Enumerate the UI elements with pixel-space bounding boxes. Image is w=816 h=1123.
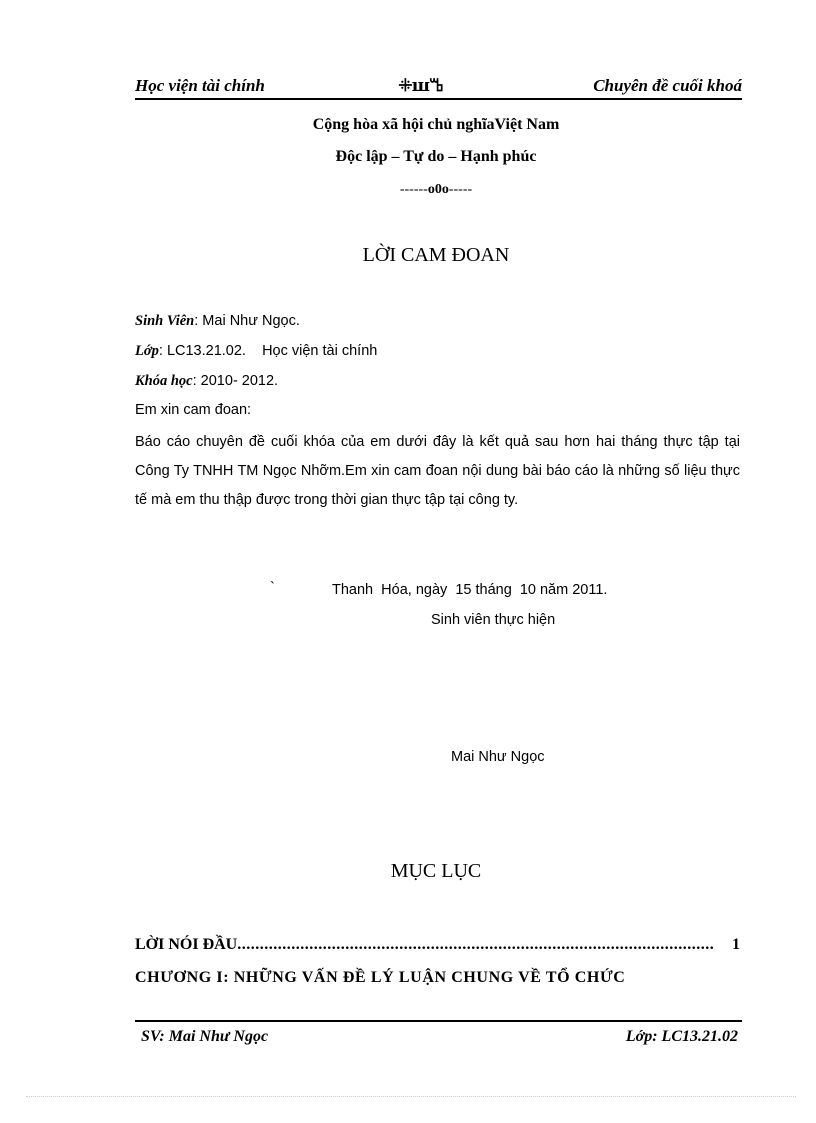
student-label: Sinh Viên [135,313,195,329]
toc-title: MỤC LỤC [390,860,482,882]
toc-entry-label: LỜI NÓI ĐẦU [135,936,238,953]
course-label: Khóa học [135,373,193,389]
pledge-intro: Em xin cam đoan: [135,402,252,418]
class-line [135,343,377,360]
place-date: Thanh Hóa, ngày 15 tháng 10 năm 2011. [332,582,608,598]
page-title: LỜI CAM ĐOAN [362,244,510,266]
pledge-body: Báo cáo chuyên đề cuối khóa của em dưới đây là kết quả sau hơn hai tháng thực tập tại Công Ty TNHH TM Ngọc Nhỡm.Em xin cam đoan nội dung bài báo cáo là những số liệu thực tế mà em thu thập được trong thời gian thực tập tại công ty. [135,434,740,508]
student-value: : Mai Như Ngọc. [194,313,300,329]
footer-rule [135,1020,742,1022]
separator-dashes-left: ------ [399,182,428,197]
course-line [135,373,278,390]
national-title: Cộng hòa xã hội chủ nghĩaViệt Nam [312,116,560,133]
separator-mark [0,182,816,198]
class-value: : LC13.21.02. Học viện tài chính [158,343,378,359]
toc-entry-label: CHƯƠNG I: NHỮNG VẤN ĐỀ LÝ LUẬN CHUNG VỀ TỔ CHỨC [135,969,626,986]
footer-left: SV: Mai Như Ngọc [141,1028,269,1045]
course-value: : 2010- 2012. [192,373,279,389]
header-rule [135,98,742,100]
separator-dashes-right: ----- [448,182,473,197]
footer-right: Lớp: LC13.21.02 [625,1028,738,1045]
class-label: Lớp [135,343,159,359]
signer-role: Sinh viên thực hiện [431,612,556,628]
student-line [135,313,300,330]
header-left: Học viện tài chính [135,76,265,95]
signer-name: Mai Như Ngọc [451,749,545,765]
national-motto: Độc lập – Tự do – Hạnh phúc [335,148,537,165]
toc-entry-page: 1 [732,936,740,953]
header-ornament: ꔰꟺꕰ [398,76,443,95]
toc-entry [135,936,740,954]
toc-entry-dots: .......................................................................................................... [237,936,715,953]
tick-mark: ` [270,580,275,596]
page-edge-divider [26,1096,796,1097]
separator-o0o: o0o [427,182,449,197]
header-right: Chuyên đề cuối khoá [593,76,742,95]
toc-entry [135,969,740,987]
